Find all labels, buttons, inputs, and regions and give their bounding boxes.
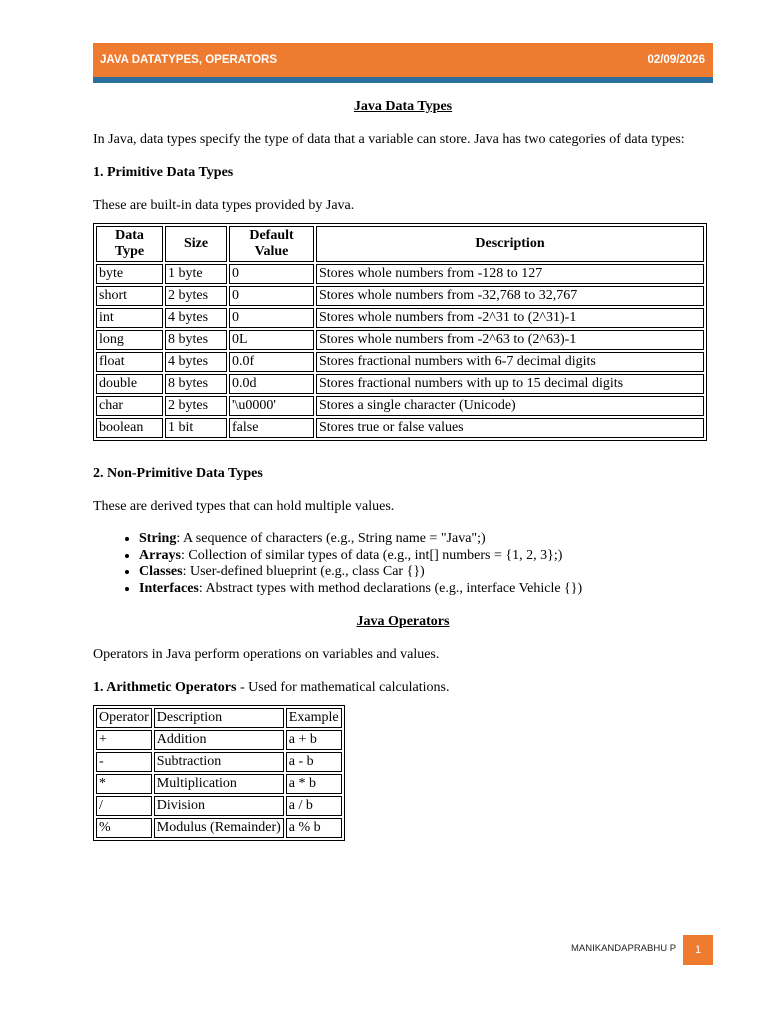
table-cell: 0 [229, 264, 314, 284]
operators-intro: Operators in Java perform operations on variables and values. [93, 647, 440, 662]
header-title: JAVA DATATYPES, OPERATORS [100, 54, 277, 66]
table-cell: Stores fractional numbers with 6-7 decimal digits [316, 352, 704, 372]
table-cell: a - b [286, 752, 342, 772]
footer-author: MANIKANDAPRABHU P [571, 943, 677, 954]
list-item-term: Classes [139, 564, 183, 579]
table-header-row [96, 708, 342, 728]
data-types-intro: In Java, data types specify the type of data that a variable can store. Java has two categories of data types: [93, 132, 685, 147]
table-cell: int [96, 308, 163, 328]
col-header: Operator [96, 708, 152, 728]
table-row [96, 374, 704, 394]
arithmetic-desc: - Used for mathematical calculations. [236, 680, 450, 695]
table-cell: 0 [229, 308, 314, 328]
table-cell: 0 [229, 286, 314, 306]
table-cell: boolean [96, 418, 163, 438]
col-header: Data Type [96, 226, 163, 262]
table-row [96, 330, 704, 350]
list-item-term: Interfaces [139, 580, 199, 596]
table-row [96, 418, 704, 438]
table-cell: 0L [229, 330, 314, 350]
col-header: Description [154, 708, 284, 728]
table-row [96, 730, 342, 750]
page-number: 1 [683, 935, 713, 965]
table-cell: Stores whole numbers from -32,768 to 32,767 [316, 286, 704, 306]
arithmetic-heading: 1. Arithmetic Operators [93, 680, 237, 695]
table-row [96, 774, 342, 794]
list-item [139, 581, 713, 598]
header-rule [93, 77, 713, 83]
header-date: 02/09/2026 [647, 54, 705, 66]
table-cell: 2 bytes [165, 286, 227, 306]
list-item-term: Arrays [139, 547, 181, 563]
table-cell: Multiplication [154, 774, 284, 794]
table-cell: false [229, 418, 314, 438]
table-cell: a + b [286, 730, 342, 750]
page-header [93, 43, 713, 77]
col-header: Example [286, 708, 342, 728]
section-title-data-types: Java Data Types [353, 99, 453, 114]
table-cell: / [96, 796, 152, 816]
table-cell: Stores whole numbers from -128 to 127 [316, 264, 704, 284]
table-cell: 0.0d [229, 374, 314, 394]
table-cell: 4 bytes [165, 352, 227, 372]
table-cell: a % b [286, 818, 342, 838]
table-cell: 2 bytes [165, 396, 227, 416]
arithmetic-heading-line [93, 679, 713, 696]
table-cell: 8 bytes [165, 330, 227, 350]
table-cell: 4 bytes [165, 308, 227, 328]
table-cell: 1 byte [165, 264, 227, 284]
table-cell: - [96, 752, 152, 772]
table-cell: long [96, 330, 163, 350]
list-item [139, 548, 713, 565]
primitive-types-table [93, 223, 707, 441]
section-title-operators: Java Operators [356, 614, 450, 629]
table-cell: Addition [154, 730, 284, 750]
arithmetic-operators-table [93, 705, 345, 841]
table-cell: Stores a single character (Unicode) [316, 396, 704, 416]
list-item-text: : User-defined blueprint (e.g., class Car {}) [182, 564, 425, 579]
nonprimitive-heading: 2. Non-Primitive Data Types [93, 466, 263, 481]
table-row [96, 264, 704, 284]
nonprimitive-intro: These are derived types that can hold multiple values. [93, 499, 395, 514]
table-cell: Subtraction [154, 752, 284, 772]
table-cell: float [96, 352, 163, 372]
col-header: Description [316, 226, 704, 262]
table-row [96, 308, 704, 328]
table-row [96, 396, 704, 416]
table-row [96, 352, 704, 372]
nonprimitive-list [93, 531, 713, 597]
table-cell: Division [154, 796, 284, 816]
table-cell: Modulus (Remainder) [154, 818, 284, 838]
table-cell: double [96, 374, 163, 394]
col-header: Size [165, 226, 227, 262]
document-body [93, 98, 713, 841]
table-cell: a * b [286, 774, 342, 794]
table-cell: byte [96, 264, 163, 284]
table-cell: '\u0000' [229, 396, 314, 416]
table-cell: Stores whole numbers from -2^63 to (2^63)-1 [316, 330, 704, 350]
table-row [96, 286, 704, 306]
table-cell: + [96, 730, 152, 750]
table-cell: 1 bit [165, 418, 227, 438]
primitive-heading: 1. Primitive Data Types [93, 165, 234, 180]
list-item [139, 564, 713, 581]
col-header: Default Value [229, 226, 314, 262]
primitive-intro: These are built-in data types provided by Java. [93, 198, 355, 213]
table-cell: Stores fractional numbers with up to 15 decimal digits [316, 374, 704, 394]
list-item [139, 531, 713, 548]
table-row [96, 752, 342, 772]
table-cell: Stores whole numbers from -2^31 to (2^31)-1 [316, 308, 704, 328]
table-cell: 8 bytes [165, 374, 227, 394]
table-cell: a / b [286, 796, 342, 816]
list-item-text: : A sequence of characters (e.g., String name = "Java";) [176, 531, 486, 546]
table-cell: Stores true or false values [316, 418, 704, 438]
table-cell: * [96, 774, 152, 794]
table-row [96, 796, 342, 816]
list-item-text: : Collection of similar types of data (e.g., int[] numbers = {1, 2, 3};) [181, 547, 563, 563]
list-item-term: String [139, 531, 177, 546]
table-cell: % [96, 818, 152, 838]
table-header-row [96, 226, 704, 262]
table-row [96, 818, 342, 838]
list-item-text: : Abstract types with method declarations (e.g., interface Vehicle {}) [198, 580, 583, 596]
table-cell: char [96, 396, 163, 416]
table-cell: 0.0f [229, 352, 314, 372]
table-cell: short [96, 286, 163, 306]
